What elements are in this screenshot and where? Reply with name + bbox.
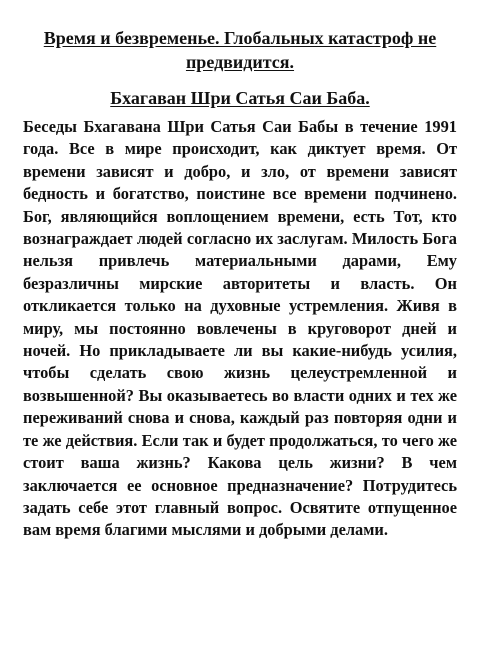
document-body: Беседы Бхагавана Шри Сатья Саи Бабы в течение 1991 года. Все в мире происходит, как диктует время. От времени зависят и добро, и зло, от времени зависят бедность и богатство, поистине все времени подчинено. Бог, являющийся воплощением времени, есть Тот, кто вознаграждает людей согласно их заслугам. Милость Бога нельзя привлечь материальными дарами, Ему безразличны мирские авторитеты и власть. Он откликается только на духовные устремления. Живя в миру, мы постоянно вовлечены в круговорот дней и ночей. Но прикладываете ли вы какие-нибудь усилия, чтобы сделать свою жизнь целеустремленной и возвышенной? Вы оказываетесь во власти одних и тех же переживаний снова и снова, каждый раз повторяя одни и те же действия. Если так и будет продолжаться, то чего же стоит ваша жизнь? Какова цель жизни? В чем заключается ее основное предназначение? Потрудитесь задать себе этот главный вопрос. Освятите отпущенное вам время благими мыслями и добрыми делами. — [23, 117, 457, 540]
document-title: Время и безвременье. Глобальных катастроф не предвидится. — [43, 28, 437, 72]
document-author: Бхагаван Шри Сатья Саи Баба. — [110, 88, 370, 108]
